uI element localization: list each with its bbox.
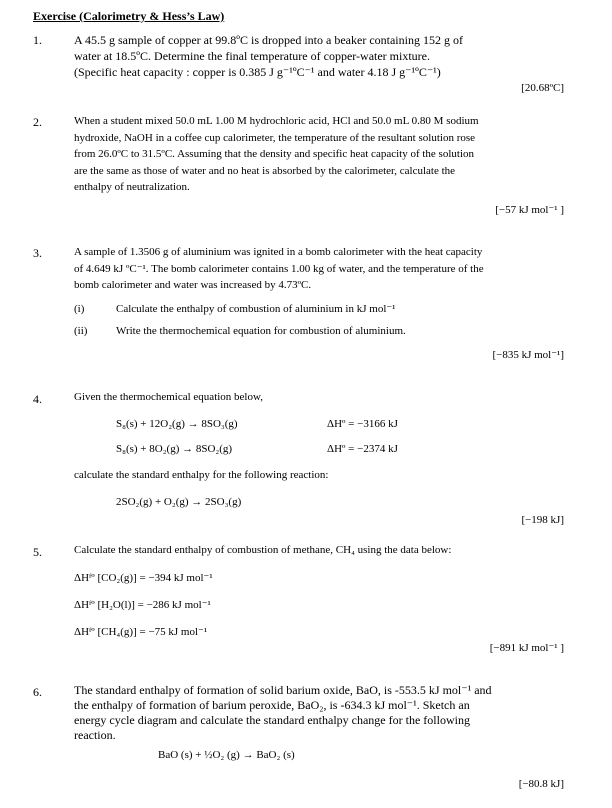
target-reaction: 2SO₂(g) + O₂(g) → 2SO₃(g): [116, 496, 242, 508]
question-number: 1.: [33, 33, 42, 47]
question-number: 3.: [33, 246, 42, 260]
page-title: Exercise (Calorimetry & Hess’s Law): [33, 9, 225, 23]
answer-label: [−80.8 kJ]: [518, 778, 564, 790]
question-prompt: calculate the standard enthalpy for the following reaction:: [74, 469, 329, 481]
answer-label: [−57 kJ mol⁻¹ ]: [495, 204, 564, 216]
question-line: The standard enthalpy of formation of solid barium oxide, BaO, is -553.5 kJ mol⁻¹ and: [74, 683, 492, 697]
question-line: When a student mixed 50.0 mL 1.00 M hydrochloric acid, HCl and 50.0 mL 0.80 M sodium: [74, 115, 479, 127]
part-text: Calculate the enthalpy of combustion of aluminium in kJ mol⁻¹: [116, 303, 396, 315]
question-line: A 45.5 g sample of copper at 99.8ºC is dropped into a beaker containing 152 g of: [74, 33, 463, 47]
answer-label: [−835 kJ mol⁻¹]: [492, 349, 564, 361]
question-text: [74, 244, 564, 294]
question-line: A sample of 1.3506 g of aluminium was ignited in a bomb calorimeter with the heat capacity: [74, 246, 483, 258]
question-number: 5.: [33, 545, 42, 559]
question-text: [74, 683, 564, 743]
question-intro: Given the thermochemical equation below,: [74, 391, 263, 403]
target-reaction: BaO (s) + ½O₂ (g) → BaO₂ (s): [158, 749, 295, 761]
question-line: enthalpy of neutralization.: [74, 181, 190, 193]
question-line: energy cycle diagram and calculate the standard enthalpy change for the following: [74, 713, 470, 727]
equation-enthalpy: ΔHº = −3166 kJ: [327, 418, 398, 430]
part-label: (ii): [74, 325, 88, 337]
question-text: [74, 113, 564, 196]
equation-reaction: S₈(s) + 8O₂(g) → 8SO₂(g): [116, 443, 233, 455]
enthalpy-data: ΔHᶠº [H₂O(l)] = −286 kJ mol⁻¹: [74, 599, 211, 611]
question-line: water at 18.5ºC. Determine the final temperature of copper-water mixture.: [74, 49, 430, 63]
question-number: 4.: [33, 392, 42, 406]
answer-label: [20.68ºC]: [521, 82, 564, 94]
question-intro: Calculate the standard enthalpy of combustion of methane, CH₄ using the data below:: [74, 544, 452, 556]
question-line: from 26.0ºC to 31.5ºC. Assuming that the density and specific heat capacity of the solution: [74, 148, 475, 160]
part-label: (i): [74, 303, 85, 315]
part-text: Write the thermochemical equation for combustion of aluminium.: [116, 325, 406, 337]
answer-label: [−198 kJ]: [521, 514, 564, 526]
question-line: reaction.: [74, 728, 116, 742]
answer-label: [−891 kJ mol⁻¹ ]: [489, 642, 564, 654]
question-number: 2.: [33, 115, 42, 129]
question-line: are the same as those of water and no heat is absorbed by the calorimeter, calculate the: [74, 164, 456, 177]
question-line: (Specific heat capacity : copper is 0.385 J g⁻¹ºC⁻¹ and water 4.18 J g⁻¹ºC⁻¹): [74, 65, 441, 79]
question-part-i: [74, 302, 395, 315]
question-part-ii: [74, 325, 406, 337]
question-line: the enthalpy of formation of barium peroxide, BaO₂, is -634.3 kJ mol⁻¹. Sketch an: [74, 698, 470, 712]
question-line: of 4.649 kJ ºC⁻¹. The bomb calorimeter contains 1.00 kg of water, and the temperature of the: [74, 262, 484, 275]
equation-reaction: S₈(s) + 12O₂(g) → 8SO₃(g): [116, 418, 238, 430]
equation-enthalpy: ΔHº = −2374 kJ: [327, 443, 398, 455]
question-line: hydroxide, NaOH in a coffee cup calorimeter, the temperature of the resultant solution rose: [74, 131, 476, 144]
question-text: [74, 32, 564, 80]
enthalpy-data: ΔHᶠº [CO₂(g)] = −394 kJ mol⁻¹: [74, 572, 213, 584]
question-number: 6.: [33, 685, 42, 699]
enthalpy-data: ΔHᶠº [CH₄(g)] = −75 kJ mol⁻¹: [74, 626, 208, 638]
question-line: bomb calorimeter and water was increased by 4.73ºC.: [74, 279, 312, 291]
